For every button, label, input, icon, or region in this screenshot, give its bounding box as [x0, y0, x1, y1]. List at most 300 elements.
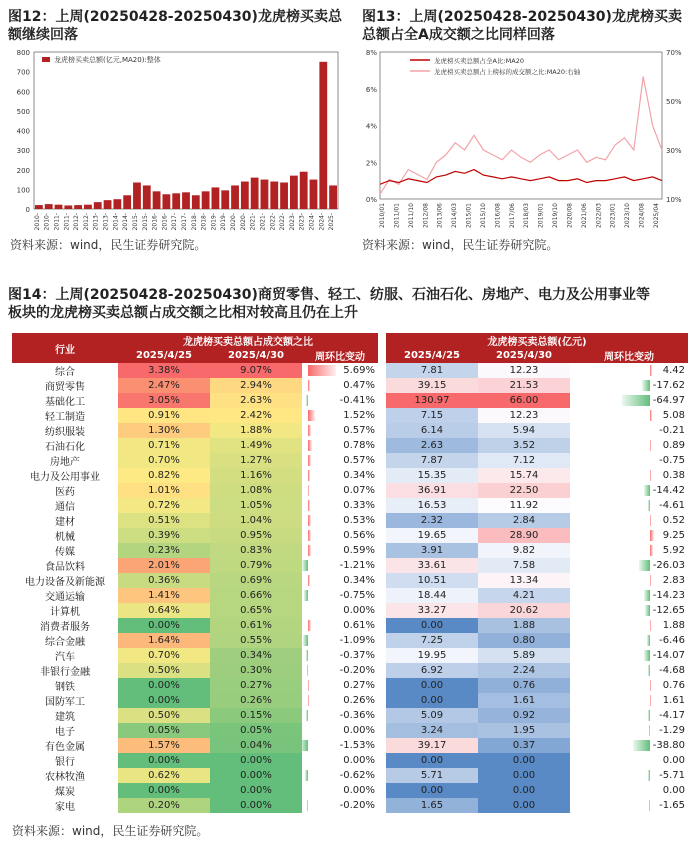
- x-tick-label: 2012-: [82, 213, 90, 231]
- x-tick-label: 2019-: [220, 213, 228, 231]
- wow-bar: [648, 770, 650, 781]
- column-gap: [378, 678, 386, 693]
- ratio-d1-cell: 0.50%: [118, 708, 210, 723]
- industry-name: 计算机: [12, 603, 118, 618]
- x-tick-label: 2015/01: [465, 203, 473, 228]
- x-tick-label: 2020-: [239, 213, 247, 231]
- table-row: [12, 798, 688, 813]
- y-left-tick-label: 8%: [365, 49, 377, 57]
- wow-value: 0.53%: [343, 515, 375, 526]
- amount-d1-cell: 19.65: [386, 528, 478, 543]
- amount-d1-cell: 36.91: [386, 483, 478, 498]
- x-tick-label: 2017-: [181, 213, 188, 231]
- wow-value: -0.41%: [339, 395, 375, 406]
- column-gap: [378, 363, 386, 378]
- amount-wow-cell: [570, 783, 688, 798]
- wow-bar: [304, 590, 308, 601]
- amount-wow-cell: [570, 723, 688, 738]
- ratio-wow-cell: [302, 753, 378, 768]
- industry-name: 轻工制造: [12, 408, 118, 423]
- wow-bar: [308, 545, 311, 556]
- wow-value: 0.76: [662, 680, 685, 691]
- amount-d1-cell: 3.91: [386, 543, 478, 558]
- table-row: [12, 438, 688, 453]
- amount-d1-cell: 0.00: [386, 693, 478, 708]
- y-right-tick-label: 10%: [666, 196, 682, 204]
- wow-bar: [648, 665, 650, 676]
- legend-label: 龙虎榜买卖总额(亿元,MA20):整体: [54, 56, 161, 64]
- industry-name: 汽车: [12, 648, 118, 663]
- amount-d2-cell: 5.89: [478, 648, 570, 663]
- wow-bar: [308, 530, 311, 541]
- header-amount-d1: 2025/4/25: [386, 348, 478, 363]
- table-row: [12, 483, 688, 498]
- wow-value: 0.89: [662, 440, 685, 451]
- wow-value: 0.52: [662, 515, 685, 526]
- column-gap: [378, 603, 386, 618]
- wow-value: 1.52%: [343, 410, 375, 421]
- bar: [221, 190, 229, 209]
- column-gap: [378, 663, 386, 678]
- table-row: [12, 648, 688, 663]
- column-gap: [378, 633, 386, 648]
- header-amount-d2: 2025/4/30: [478, 348, 570, 363]
- wow-value: -1.65: [659, 800, 685, 811]
- table-row: [12, 678, 688, 693]
- wow-value: 0.33%: [343, 500, 375, 511]
- x-tick-label: 2024/08: [638, 203, 646, 228]
- ratio-d2-cell: 0.04%: [210, 738, 302, 753]
- ratio-d1-cell: 0.62%: [118, 768, 210, 783]
- wow-value: 0.00%: [343, 785, 375, 796]
- ratio-d2-cell: 0.95%: [210, 528, 302, 543]
- ratio-d2-cell: 0.26%: [210, 693, 302, 708]
- table-row: [12, 633, 688, 648]
- y-tick-label: 600: [16, 88, 30, 97]
- ratio-wow-cell: [302, 393, 378, 408]
- ratio-wow-cell: [302, 663, 378, 678]
- amount-d1-cell: 1.65: [386, 798, 478, 813]
- bar: [251, 178, 259, 209]
- y-left-tick-label: 2%: [365, 159, 377, 168]
- industry-name: 建筑: [12, 708, 118, 723]
- bar: [84, 205, 92, 209]
- y-tick-label: 800: [16, 49, 30, 57]
- column-gap: [378, 723, 386, 738]
- wow-value: 1.88: [662, 620, 685, 631]
- amount-d2-cell: 7.12: [478, 453, 570, 468]
- table-row: [12, 783, 688, 798]
- wow-bar: [308, 380, 310, 391]
- amount-d1-cell: 39.17: [386, 738, 478, 753]
- industry-name: 纺织服装: [12, 423, 118, 438]
- wow-bar: [648, 500, 650, 511]
- table-row: [12, 603, 688, 618]
- amount-wow-cell: [570, 423, 688, 438]
- amount-d1-cell: 0.00: [386, 678, 478, 693]
- amount-d2-cell: 22.50: [478, 483, 570, 498]
- wow-bar: [642, 380, 650, 391]
- wow-value: -1.21%: [339, 560, 375, 571]
- column-gap: [378, 768, 386, 783]
- wow-value: -4.61: [659, 500, 685, 511]
- header-ratio-d1: 2025/4/25: [118, 348, 210, 363]
- wow-bar: [306, 395, 308, 406]
- table-row: [12, 513, 688, 528]
- wow-bar: [308, 365, 336, 376]
- ratio-wow-cell: [302, 468, 378, 483]
- wow-bar: [306, 710, 308, 721]
- table-row: [12, 378, 688, 393]
- x-tick-label: 2011-: [53, 213, 61, 231]
- wow-value: -0.37%: [339, 650, 375, 661]
- column-gap: [378, 468, 386, 483]
- x-tick-label: 2013-: [102, 213, 110, 231]
- ratio-d1-cell: 0.70%: [118, 453, 210, 468]
- amount-wow-cell: [570, 753, 688, 768]
- wow-value: -6.46: [659, 635, 685, 646]
- bar: [231, 185, 239, 209]
- x-tick-label: 2014-: [112, 213, 120, 231]
- ratio-wow-cell: [302, 423, 378, 438]
- ratio-wow-cell: [302, 363, 378, 378]
- ratio-d1-cell: 2.47%: [118, 378, 210, 393]
- fig12-title-line1: 图12：上周(20250428-20250430)龙虎榜买卖总: [8, 9, 342, 25]
- wow-value: 0.38: [662, 470, 685, 481]
- amount-d2-cell: 21.53: [478, 378, 570, 393]
- ratio-d1-cell: 3.05%: [118, 393, 210, 408]
- wow-bar: [308, 410, 315, 421]
- amount-d2-cell: 15.74: [478, 468, 570, 483]
- x-tick-label: 2015/10: [479, 203, 487, 228]
- fig13-title-line2: 总额占全A成交额之比同样回落: [362, 27, 555, 43]
- wow-value: 0.00%: [343, 755, 375, 766]
- ratio-d2-cell: 0.61%: [210, 618, 302, 633]
- ratio-d1-cell: 1.57%: [118, 738, 210, 753]
- fig12-title: [8, 8, 353, 44]
- wow-bar: [308, 500, 310, 511]
- ratio-wow-cell: [302, 708, 378, 723]
- column-gap: [378, 513, 386, 528]
- table-row: [12, 423, 688, 438]
- ratio-wow-cell: [302, 723, 378, 738]
- table-row: [12, 723, 688, 738]
- amount-d1-cell: 6.92: [386, 663, 478, 678]
- industry-name: 综合金融: [12, 633, 118, 648]
- amount-d1-cell: 7.15: [386, 408, 478, 423]
- wow-value: 9.25: [662, 530, 685, 541]
- wow-bar: [306, 650, 308, 661]
- ratio-wow-cell: [302, 798, 378, 813]
- amount-d2-cell: 12.23: [478, 363, 570, 378]
- industry-name: 机械: [12, 528, 118, 543]
- x-tick-label: 2015-: [131, 213, 139, 231]
- column-gap: [378, 483, 386, 498]
- wow-value: 4.42: [662, 365, 685, 376]
- ratio-d1-cell: 0.91%: [118, 408, 210, 423]
- wow-value: -0.20%: [339, 800, 375, 811]
- wow-value: -0.62%: [339, 770, 375, 781]
- amount-d2-cell: 0.37: [478, 738, 570, 753]
- bar: [45, 204, 53, 209]
- table-row: [12, 768, 688, 783]
- fig14-source: 资料来源：wind，民生证券研究院。: [12, 824, 209, 838]
- y-tick-label: 200: [16, 166, 30, 175]
- x-tick-label: 2018/03: [523, 203, 531, 228]
- y-left-tick-label: 0%: [365, 196, 377, 204]
- ratio-d1-cell: 0.36%: [118, 573, 210, 588]
- ratio-wow-cell: [302, 483, 378, 498]
- table-row: [12, 588, 688, 603]
- ratio-d1-cell: 0.00%: [118, 693, 210, 708]
- amount-d1-cell: 130.97: [386, 393, 478, 408]
- wow-bar: [307, 665, 308, 676]
- wow-value: 0.56%: [343, 530, 375, 541]
- bar: [153, 191, 161, 209]
- bar: [270, 182, 278, 209]
- ratio-d1-cell: 0.39%: [118, 528, 210, 543]
- amount-wow-cell: [570, 678, 688, 693]
- table-row: [12, 618, 688, 633]
- x-tick-label: 2012/08: [422, 203, 430, 228]
- amount-wow-cell: [570, 528, 688, 543]
- y-tick-label: 300: [16, 147, 30, 156]
- ratio-d2-cell: 0.27%: [210, 678, 302, 693]
- x-tick-label: 2021-: [259, 213, 267, 231]
- ratio-d1-cell: 0.05%: [118, 723, 210, 738]
- ratio-wow-cell: [302, 633, 378, 648]
- header-amount-group: 龙虎榜买卖总额(亿元): [386, 333, 688, 348]
- amount-d2-cell: 1.95: [478, 723, 570, 738]
- column-gap: [378, 573, 386, 588]
- wow-bar: [650, 365, 652, 376]
- column-gap: [378, 753, 386, 768]
- industry-name: 通信: [12, 498, 118, 513]
- fig13-chart: [358, 44, 696, 234]
- ratio-wow-cell: [302, 453, 378, 468]
- wow-value: -0.21: [659, 425, 685, 436]
- bar: [300, 172, 308, 209]
- amount-wow-cell: [570, 738, 688, 753]
- wow-bar: [650, 530, 654, 541]
- amount-d1-cell: 39.15: [386, 378, 478, 393]
- x-tick-label: 2023-: [288, 213, 296, 231]
- industry-name: 商贸零售: [12, 378, 118, 393]
- amount-d1-cell: 3.24: [386, 723, 478, 738]
- wow-bar: [647, 635, 650, 646]
- amount-d1-cell: 6.14: [386, 423, 478, 438]
- ratio-d1-cell: 1.41%: [118, 588, 210, 603]
- amount-wow-cell: [570, 498, 688, 513]
- table-header-row-1: [12, 333, 688, 348]
- column-gap: [378, 648, 386, 663]
- amount-d2-cell: 0.00: [478, 783, 570, 798]
- x-tick-label: 2016-: [161, 213, 169, 231]
- wow-bar: [308, 470, 310, 481]
- x-tick-label: 2018-: [200, 213, 208, 231]
- amount-wow-cell: [570, 573, 688, 588]
- industry-name: 煤炭: [12, 783, 118, 798]
- fig12-chart: [6, 44, 346, 234]
- ratio-d1-cell: 0.00%: [118, 678, 210, 693]
- ratio-wow-cell: [302, 603, 378, 618]
- wow-value: -0.20%: [339, 665, 375, 676]
- amount-d1-cell: 5.09: [386, 708, 478, 723]
- amount-wow-cell: [570, 798, 688, 813]
- wow-value: 0.34%: [343, 470, 375, 481]
- amount-wow-cell: [570, 663, 688, 678]
- table-row: [12, 408, 688, 423]
- amount-d2-cell: 13.34: [478, 573, 570, 588]
- amount-wow-cell: [570, 363, 688, 378]
- wow-bar: [633, 740, 650, 751]
- x-tick-label: 2019-: [210, 213, 218, 231]
- amount-d1-cell: 7.87: [386, 453, 478, 468]
- ratio-wow-cell: [302, 618, 378, 633]
- amount-d2-cell: 66.00: [478, 393, 570, 408]
- amount-wow-cell: [570, 408, 688, 423]
- ratio-d2-cell: 0.00%: [210, 783, 302, 798]
- wow-value: 0.07%: [343, 485, 375, 496]
- x-tick-label: 2025-: [328, 213, 336, 231]
- table-row: [12, 693, 688, 708]
- amount-wow-cell: [570, 393, 688, 408]
- wow-bar: [305, 770, 308, 781]
- industry-name: 银行: [12, 753, 118, 768]
- amount-wow-cell: [570, 708, 688, 723]
- bar: [94, 202, 102, 209]
- amount-wow-cell: [570, 378, 688, 393]
- amount-d2-cell: 2.24: [478, 663, 570, 678]
- column-gap: [378, 618, 386, 633]
- y-left-tick-label: 6%: [365, 85, 377, 94]
- ratio-d2-cell: 2.63%: [210, 393, 302, 408]
- wow-value: 0.78%: [343, 440, 375, 451]
- bar: [202, 191, 210, 209]
- x-tick-label: 2023/01: [609, 203, 617, 228]
- wow-value: 0.00: [662, 755, 685, 766]
- amount-d1-cell: 2.63: [386, 438, 478, 453]
- wow-bar: [308, 440, 312, 451]
- column-gap: [378, 588, 386, 603]
- bar: [64, 205, 72, 209]
- amount-d1-cell: 0.00: [386, 618, 478, 633]
- header-amount-wow: 周环比变动: [570, 348, 688, 363]
- ratio-d2-cell: 1.88%: [210, 423, 302, 438]
- amount-d1-cell: 33.61: [386, 558, 478, 573]
- table-row: [12, 663, 688, 678]
- table-row: [12, 363, 688, 378]
- table-row: [12, 708, 688, 723]
- y-tick-label: 100: [16, 186, 30, 195]
- industry-name: 国防军工: [12, 693, 118, 708]
- amount-wow-cell: [570, 648, 688, 663]
- amount-d1-cell: 0.00: [386, 783, 478, 798]
- table-row: [12, 393, 688, 408]
- column-gap: [378, 543, 386, 558]
- wow-value: -1.09%: [339, 635, 375, 646]
- bar: [241, 182, 249, 209]
- column-gap: [378, 378, 386, 393]
- industry-name: 交通运输: [12, 588, 118, 603]
- y-right-tick-label: 70%: [666, 49, 682, 57]
- ratio-d1-cell: 2.01%: [118, 558, 210, 573]
- fig13-source: 资料来源：wind，民生证券研究院。: [362, 238, 559, 252]
- wow-value: -4.17: [659, 710, 685, 721]
- x-tick-label: 2020/08: [566, 203, 574, 228]
- legend-swatch: [42, 57, 50, 62]
- ratio-d2-cell: 9.07%: [210, 363, 302, 378]
- amount-wow-cell: [570, 768, 688, 783]
- amount-d2-cell: 0.92: [478, 708, 570, 723]
- industry-name: 食品饮料: [12, 558, 118, 573]
- ratio-d1-cell: 0.00%: [118, 618, 210, 633]
- ratio-d2-cell: 0.30%: [210, 663, 302, 678]
- amount-d2-cell: 28.90: [478, 528, 570, 543]
- fig14-table-wrap: [12, 333, 688, 813]
- amount-d2-cell: 0.80: [478, 633, 570, 648]
- y-tick-label: 500: [16, 107, 30, 116]
- wow-value: -1.53%: [339, 740, 375, 751]
- wow-bar: [650, 620, 651, 631]
- wow-bar: [308, 575, 310, 586]
- amount-d2-cell: 2.84: [478, 513, 570, 528]
- x-tick-label: 2013-: [92, 213, 100, 231]
- x-tick-label: 2016-: [151, 213, 159, 231]
- y-right-tick-label: 30%: [666, 147, 682, 155]
- x-tick-label: 2017/06: [508, 203, 516, 228]
- column-gap: [378, 423, 386, 438]
- amount-d2-cell: 3.52: [478, 438, 570, 453]
- wow-value: -4.68: [659, 665, 685, 676]
- x-tick-label: 2010-: [33, 213, 41, 231]
- ratio-d1-cell: 0.23%: [118, 543, 210, 558]
- amount-wow-cell: [570, 543, 688, 558]
- amount-d1-cell: 16.53: [386, 498, 478, 513]
- ratio-d2-cell: 1.16%: [210, 468, 302, 483]
- x-tick-label: 2010-: [43, 213, 51, 231]
- x-tick-label: 2011-: [63, 213, 71, 231]
- wow-value: 0.00: [662, 785, 685, 796]
- table-row: [12, 468, 688, 483]
- wow-bar: [308, 455, 311, 466]
- ratio-d2-cell: 0.66%: [210, 588, 302, 603]
- amount-d2-cell: 4.21: [478, 588, 570, 603]
- table-row: [12, 558, 688, 573]
- wow-value: 0.27%: [343, 680, 375, 691]
- x-tick-label: 2022-: [269, 213, 277, 231]
- industry-name: 家电: [12, 798, 118, 813]
- legend-label: 龙虎榜买卖总额占上榜标的成交额之比:MA20:右轴: [434, 68, 581, 76]
- ratio-wow-cell: [302, 573, 378, 588]
- wow-value: 2.83: [662, 575, 685, 586]
- wow-value: 1.61: [662, 695, 685, 706]
- wow-bar: [649, 800, 650, 811]
- x-tick-label: 2014-: [122, 213, 130, 231]
- bar: [35, 205, 43, 209]
- wow-value: 0.57%: [343, 425, 375, 436]
- industry-name: 有色金属: [12, 738, 118, 753]
- wow-bar: [622, 395, 650, 406]
- wow-bar: [644, 485, 650, 496]
- ratio-wow-cell: [302, 783, 378, 798]
- amount-wow-cell: [570, 468, 688, 483]
- amount-d1-cell: 18.44: [386, 588, 478, 603]
- column-gap: [378, 738, 386, 753]
- x-tick-label: 2011/01: [393, 203, 401, 228]
- wow-value: -12.65: [652, 605, 685, 616]
- ratio-d1-cell: 0.00%: [118, 753, 210, 768]
